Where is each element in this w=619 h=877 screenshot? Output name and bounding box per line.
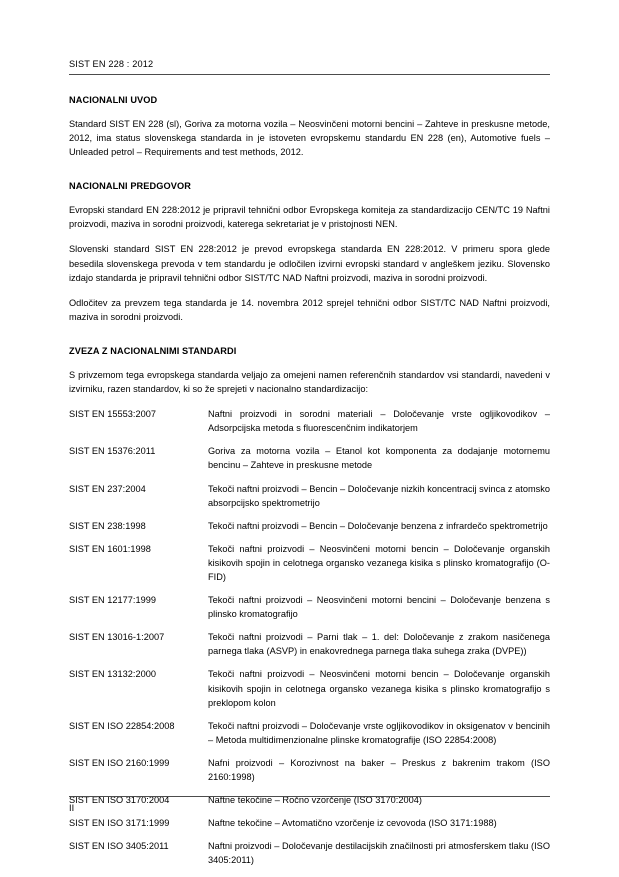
paragraph: Slovenski standard SIST EN 228:2012 je prevod evropskega standarda EN 228:2012. V primeru spora glede besedila slovenskega prevoda v tem standardu je odločilen izvirni evropski standard v angleškem jeziku. Slovensko izdajo standarda je pripravil tehnični odbor SIST/TC NAD Naftni proizvodi, maziva in sorodni proizvodi. (69, 244, 550, 283)
standard-list-item (69, 542, 550, 584)
standard-code: SIST EN 15376:2011 (69, 446, 156, 457)
page-number: II (69, 803, 75, 813)
document-body (69, 75, 550, 867)
section-heading-zveza-z-nacionalnimi-standardi: ZVEZA Z NACIONALNIMI STANDARDI (69, 345, 237, 356)
standard-title: Tekoči naftni proizvodi – Bencin – Določevanje nizkih koncentracij svinca z atomsko absorpcijsko spektrometrijo (208, 483, 550, 508)
standard-title: Nafni proizvodi – Korozivnost na baker – Preskus z bakrenim trakom (ISO 2160:1998) (208, 757, 550, 782)
page-footer (69, 796, 550, 814)
standard-list-item (69, 719, 550, 747)
section-heading-nacionalni-predgovor: NACIONALNI PREDGOVOR (69, 181, 191, 192)
paragraph: Evropski standard EN 228:2012 je pripravil tehnični odbor Evropskega komiteja za standardizacijo CEN/TC 19 Naftni proizvodi, maziva in sorodni proizvodi, katerega sekretariat je v pristojnosti NEN. (69, 205, 550, 230)
standard-code: SIST EN ISO 22854:2008 (69, 720, 175, 731)
standard-code: SIST EN 15553:2007 (69, 409, 157, 420)
paragraph: Odločitev za prevzem tega standarda je 14. novembra 2012 sprejel tehnični odbor SIST/TC NAD Naftni proizvodi, maziva in sorodni proizvodi. (69, 297, 550, 322)
standard-list-item (69, 667, 550, 709)
page-header (69, 0, 550, 75)
standard-list-item (69, 444, 550, 472)
paragraph: Standard SIST EN 228 (sl), Goriva za motorna vozila – Neosvinčeni motorni bencini – Zahteve in preskusne metode, 2012, ima status slovenskega standarda in je istoveten evropskemu standardu EN 228 (en), Automotive fuels – Unleaded petrol – Requirements and test methods, 2012. (69, 119, 550, 158)
standard-list-item (69, 519, 550, 533)
standard-code: SIST EN 12177:1999 (69, 595, 157, 606)
page-content (69, 0, 550, 867)
standard-title: Tekoči naftni proizvodi – Določevanje vrste ogljikovodikov in oksigenatov v bencinih – Metoda multidimenzionalne plinske kromatografije (ISO 22854:2008) (208, 720, 550, 745)
standard-code: SIST EN 13016-1:2007 (69, 632, 165, 643)
standard-code: SIST EN 238:1998 (69, 520, 146, 531)
standard-list-item (69, 407, 550, 435)
running-header-title: SIST EN 228 : 2012 (69, 59, 154, 69)
standard-title: Tekoči naftni proizvodi – Parni tlak – 1. del: Določevanje z zrakom nasičenega parnega tlaka (ASVP) in enakovrednega parnega tlaka suhega zraka (DVPE)) (208, 632, 550, 657)
standard-list-item (69, 630, 550, 658)
standard-code: SIST EN ISO 2160:1999 (69, 757, 170, 768)
standard-code: SIST EN ISO 3170:2004 (69, 795, 170, 806)
standard-list-item (69, 593, 550, 621)
standard-title: Tekoči naftni proizvodi – Neosvinčeni motorni bencin – Določevanje organskih kisikovih spojin in celotnega organsko vezanega kisika s plinsko kromatografijo (O-FID) (208, 543, 550, 582)
section-heading-nacionalni-uvod: NACIONALNI UVOD (69, 95, 158, 105)
standard-code: SIST EN ISO 3405:2011 (69, 841, 169, 852)
standard-title: Naftne tekočine – Ročno vzorčenje (ISO 3170:2004) (208, 795, 422, 806)
standard-title: Naftne tekočine – Avtomatično vzorčenje iz cevovoda (ISO 3171:1988) (208, 818, 497, 829)
standard-list-item (69, 839, 550, 867)
standard-list-item (69, 816, 550, 830)
standard-title: Goriva za motorna vozila – Etanol kot komponenta za dodajanje motornemu bencinu – Zahteve in preskusne metode (208, 446, 550, 471)
standard-title: Naftni proizvodi – Določevanje destilacijskih značilnosti pri atmosferskem tlaku (ISO 3405:2011) (208, 841, 550, 866)
standard-code: SIST EN 237:2004 (69, 483, 146, 494)
standard-title: Naftni proizvodi in sorodni materiali – Določevanje vrste ogljikovodikov – Adsorpcijska metoda s fluorescenčnim indikatorjem (208, 409, 550, 434)
standard-list-item (69, 756, 550, 784)
standard-title: Tekoči naftni proizvodi – Neosvinčeni motorni bencini – Določevanje benzena s plinsko kromatografijo (208, 595, 550, 620)
standard-title: Tekoči naftni proizvodi – Neosvinčeni motorni bencin – Določevanje organskih kisikovih spojin in celotnega organsko vezanega kisika s plinsko kromatografijo s preklopom kolon (208, 669, 550, 708)
standard-code: SIST EN 13132:2000 (69, 669, 157, 680)
paragraph: S privzemom tega evropskega standarda veljajo za omejeni namen referenčnih standardov vsi standardi, navedeni v izvirniku, razen standardov, ki so že sprejeti v nacionalno standardizacijo: (69, 369, 550, 395)
standard-title: Tekoči naftni proizvodi – Bencin – Določevanje benzena z infrardečo spektrometrijo (208, 520, 548, 531)
standard-code: SIST EN 1601:1998 (69, 543, 151, 554)
standard-list-item (69, 482, 550, 510)
standard-code: SIST EN ISO 3171:1999 (69, 818, 170, 829)
